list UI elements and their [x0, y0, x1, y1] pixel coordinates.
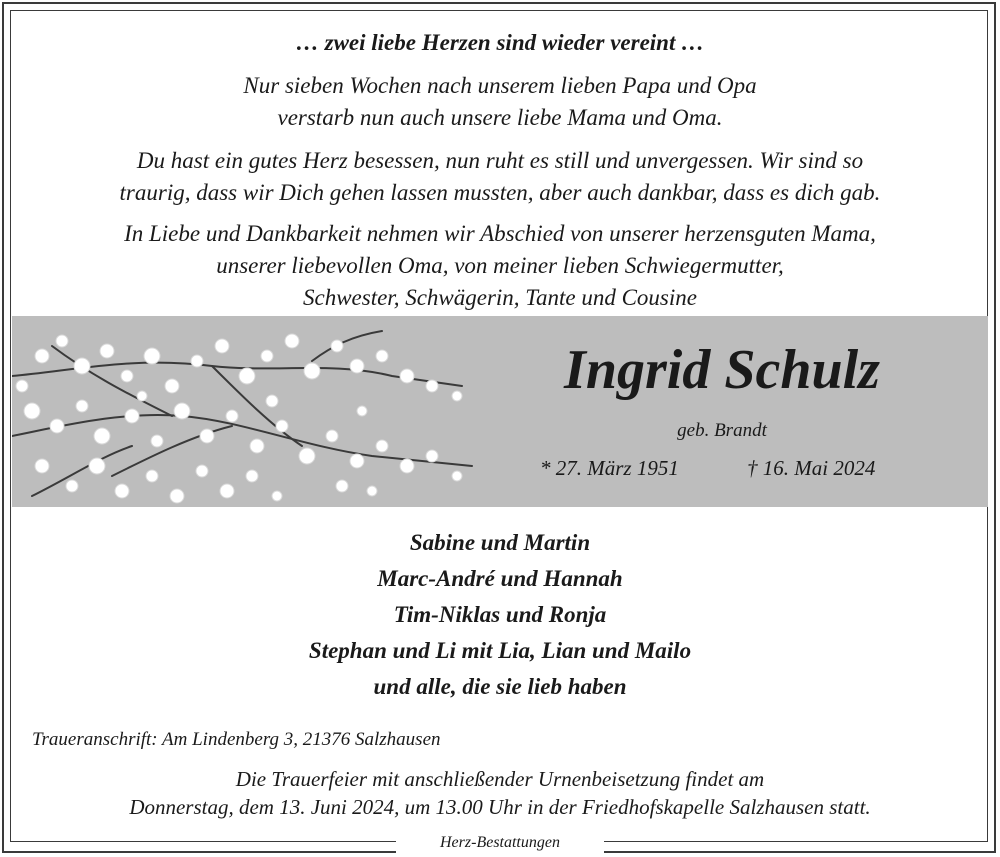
- verse-line: unserer liebevollen Oma, von meiner lieben Schwiegermutter,: [216, 253, 784, 278]
- verse-line: Schwester, Schwägerin, Tante und Cousine: [303, 285, 697, 310]
- verse-line: Du hast ein gutes Herz besessen, nun ruht es still und unvergessen. Wir sind so: [136, 148, 864, 173]
- funeral-service-info: [12, 765, 988, 821]
- name-banner: [12, 316, 988, 507]
- verse-line: traurig, dass wir Dich gehen lassen mussten, aber auch dankbar, dass es dich gab.: [119, 180, 881, 205]
- service-line: Die Trauerfeier mit anschließender Urnenbeisetzung findet am: [235, 767, 765, 791]
- service-line: Donnerstag, dem 13. Juni 2024, um 13.00 Uhr in der Friedhofskapelle Salzhausen statt.: [129, 795, 871, 819]
- undertaker-label: Herz-Bestattungen: [396, 832, 604, 854]
- death-date: † 16. Mai 2024: [747, 456, 876, 480]
- mourner-line: Stephan und Li mit Lia, Lian und Mailo: [308, 638, 692, 663]
- mourner-line: Tim-Niklas und Ronja: [393, 602, 607, 627]
- mourner-line: und alle, die sie lieb haben: [373, 674, 627, 699]
- verse-block-2: [12, 145, 988, 209]
- mourning-address: Traueranschrift: Am Lindenberg 3, 21376 Salzhausen: [32, 729, 441, 750]
- blossom-branch-icon: [12, 316, 492, 507]
- mourners-list: [12, 525, 988, 705]
- verse-line: In Liebe und Dankbarkeit nehmen wir Abschied von unserer herzensguten Mama,: [124, 221, 876, 246]
- verse-block-3: [12, 218, 988, 314]
- maiden-name: geb. Brandt: [677, 420, 767, 441]
- motto: … zwei liebe Herzen sind wieder vereint …: [295, 30, 705, 55]
- mourner-line: Sabine und Martin: [409, 530, 591, 555]
- deceased-name: Ingrid Schulz: [564, 339, 880, 401]
- verse-block-1: [12, 70, 988, 134]
- birth-date: * 27. März 1951: [540, 456, 679, 480]
- verse-line: verstarb nun auch unsere liebe Mama und Oma.: [277, 105, 723, 130]
- verse-line: Nur sieben Wochen nach unserem lieben Papa und Opa: [243, 73, 757, 98]
- mourner-line: Marc-André und Hannah: [377, 566, 623, 591]
